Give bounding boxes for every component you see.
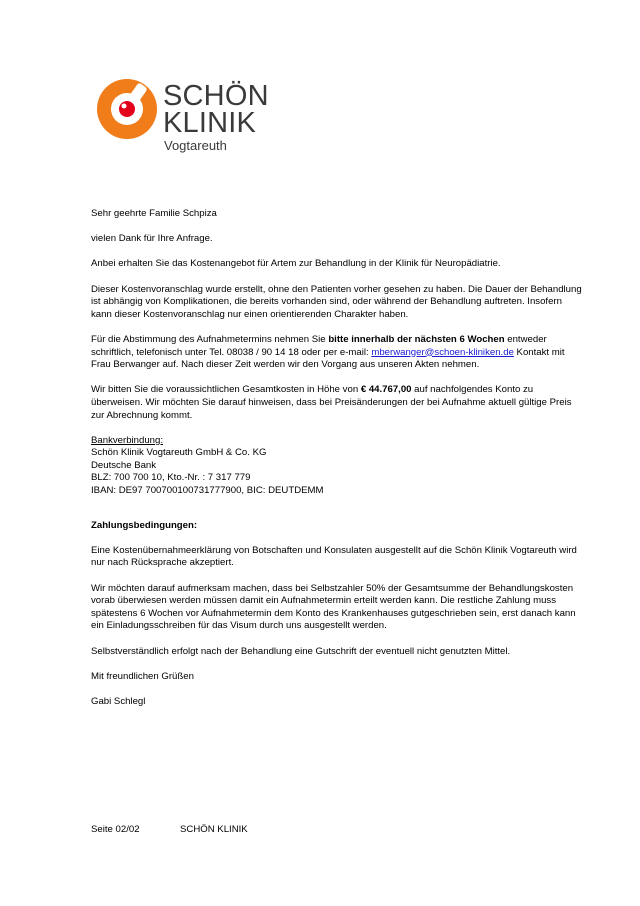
- email-link[interactable]: mberwanger@schoen-kliniken.de: [371, 346, 514, 358]
- bank-line: BLZ: 700 700 10, Kto.-Nr. : 7 317 779: [91, 472, 251, 484]
- page-number: Seite 02/02: [91, 824, 140, 835]
- letter-body: [91, 208, 583, 721]
- terms-paragraph-1: Eine Kostenübernahmeerklärung von Botschaften und Konsulaten ausgestellt auf die Schön Klinik Vogtareuth wird nur nach Rücksprache akzeptiert.: [91, 544, 577, 569]
- bank-heading: Bankverbindung:: [91, 434, 164, 446]
- bank-line: Schön Klinik Vogtareuth GmbH & Co. KG: [91, 447, 267, 459]
- terms-paragraph-3: Selbstverständlich erfolgt nach der Behandlung eine Gutschrift der eventuell nicht genutzten Mittel.: [91, 645, 511, 657]
- terms-paragraph-2: Wir möchten darauf aufmerksam machen, dass bei Selbstzahler 50% der Gesamtsumme der Behandlungskosten vorab überwiesen werden müssen damit ein Aufnahmetermin erteilt werden kann. Die restliche Zahlung muss spätestens 6 Wochen vor Aufnahmetermin dem Konto des Krankenhauses gutgeschrieben sein, erst danach kann ein Einladungsschreiben für das Visum durch uns ausgestellt werden.: [91, 582, 576, 632]
- appointment-text-3: Kontakt mit Frau Berwanger auf. Nach dieser Zeit werden wir den Vorgang aus unseren Akten nehmen.: [91, 346, 565, 371]
- thanks-line: vielen Dank für Ihre Anfrage.: [91, 233, 213, 245]
- appointment-text-2: entweder schriftlich, telefonisch unter Tel. 08038 / 90 14 18 oder per e-mail:: [91, 333, 547, 358]
- appointment-text-1: Für die Abstimmung des Aufnahmetermins nehmen Sie: [91, 333, 329, 345]
- bank-details: [91, 435, 583, 498]
- intro-paragraph: Anbei erhalten Sie das Kostenangebot für Artem zur Behandlung in der Klinik für Neuropädiatrie.: [91, 258, 501, 270]
- logo-location: Vogtareuth: [164, 138, 227, 153]
- schoen-klinik-logo: [97, 78, 277, 158]
- footer-brand: SCHÖN KLINIK: [180, 824, 248, 835]
- logo-line-1: SCHÖN: [163, 80, 269, 112]
- bank-line: IBAN: DE97 700700100731777900, BIC: DEUTDEMM: [91, 485, 324, 497]
- estimate-paragraph: Dieser Kostenvoranschlag wurde erstellt, ohne den Patienten vorher gesehen zu haben. Die Dauer der Behandlung ist abhängig von Komplikationen, die bereits vorhanden sind, oder während der Behandlung auftreten. Insofern kann dieser Kostenvoranschlag nur einen orientierenden Charakter haben.: [91, 283, 582, 320]
- total-amount: € 44.767,00: [360, 384, 412, 396]
- logo-wordmark: [163, 80, 269, 139]
- salutation: Sehr geehrte Familie Schpiza: [91, 208, 217, 219]
- payment-paragraph: [91, 384, 583, 422]
- appointment-paragraph: [91, 334, 583, 372]
- page-footer: [91, 824, 248, 835]
- logo-mark-icon: [97, 78, 159, 140]
- signature: Gabi Schlegl: [91, 695, 146, 707]
- payment-text-1: Wir bitten Sie die voraussichtlichen Gesamtkosten in Höhe von: [91, 384, 361, 396]
- appointment-deadline: bitte innerhalb der nächsten 6 Wochen: [328, 333, 505, 345]
- closing: Mit freundlichen Grüßen: [91, 670, 194, 682]
- terms-heading: Zahlungsbedingungen:: [91, 519, 198, 531]
- payment-text-2: auf nachfolgendes Konto zu überweisen. Wir möchten Sie darauf hinweisen, dass bei Preisänderungen der bei Aufnahme aktuell gültige Preis zur Abrechnung kommt.: [91, 384, 572, 421]
- logo-line-2: KLINIK: [163, 107, 257, 139]
- bank-line: Deutsche Bank: [91, 459, 157, 471]
